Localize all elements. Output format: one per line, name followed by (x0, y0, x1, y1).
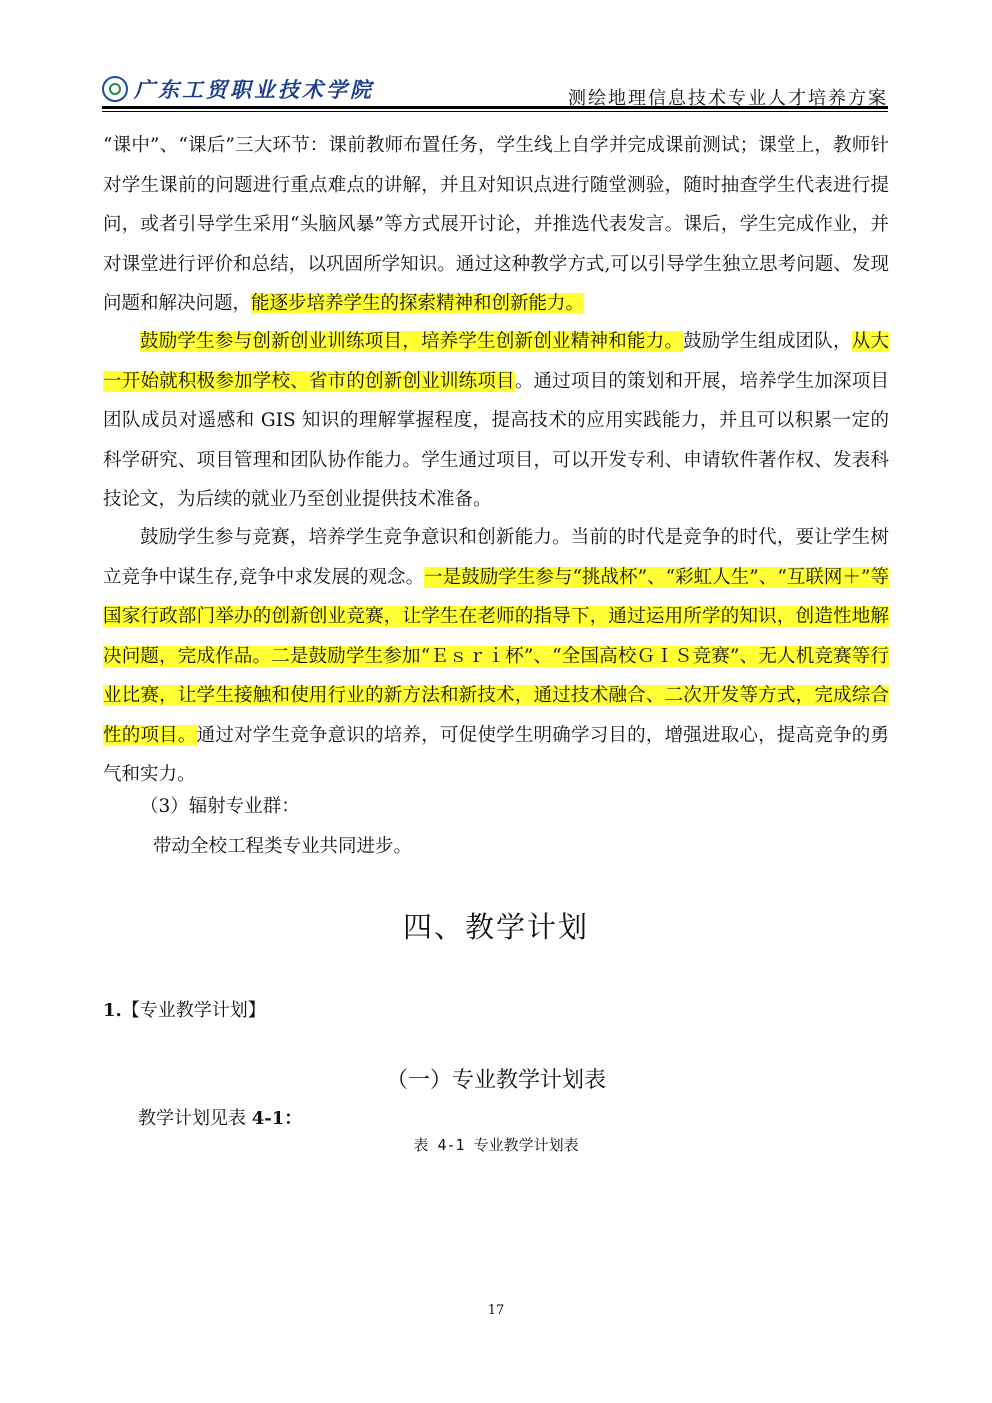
school-name: 广东工贸职业技术学院 (134, 77, 374, 102)
paragraph-text: 鼓励学生参与竞赛，培养学生竞争意识和创新能力。当前的时代是竞争的时代，要让学生树立竞争中谋生存,竞争中求发展的观念。 (103, 527, 889, 588)
header-divider-thin (102, 111, 888, 112)
section-heading (103, 996, 266, 1022)
paragraph-text: 鼓励学生组成团队， (683, 331, 852, 352)
subsection-title: （一）专业教学计划表 (385, 1068, 606, 1093)
section-number: 1. (103, 1000, 122, 1021)
table-reference-text: 教学计划见表 (138, 1108, 252, 1129)
page-number: 17 (487, 1303, 505, 1318)
chapter-title: 四、教学计划 (402, 910, 589, 944)
paragraph-text: 通过对学生竞争意识的培养，可促使学生明确学习目的，增强进取心，提高竞争的勇气和实力。 (103, 724, 889, 785)
paragraph-text: “课中”、“课后”三大环节：课前教师布置任务，学生线上自学并完成课前测试；课堂上，教师针对学生课前的问题进行重点难点的讲解，并且对知识点进行随堂测验，随时抽查学生代表进行提问，或者引导学生采用“头脑风暴”等方式展开讨论，并推选代表发言。课后，学生完成作业，并对课堂进行评价和总结，以巩固所学知识。通过这种教学方式,可以引导学生独立思考问题、发现问题和解决问题， (103, 135, 889, 314)
highlighted-text: 能逐步培养学生的探索精神和创新能力。 (251, 293, 585, 314)
school-logo (102, 74, 374, 104)
paragraph-competitions (103, 518, 889, 795)
table-caption: 表 4-1 专业教学计划表 (413, 1136, 579, 1154)
table-reference-number: 4-1： (251, 1108, 303, 1129)
highlighted-text: 一是鼓励学生参与“挑战杯”、“彩虹人生”、“互联网＋”等国家行政部门举办的创新创业竞赛，让学生在老师的指导下，通过运用所学的知识，创造性地解决问题，完成作品。二是鼓励学生参加“Ｅｓｒｉ杯”、“全国高校ＧＩＳ竞赛”、无人机竞赛等行业比赛，让学生接触和使用行业的新方法和新技术，通过技术融合、二次开发等方式，完成综合性的项目。 (103, 566, 890, 746)
highlighted-text: 鼓励学生参与创新创业训练项目，培养学生创新创业精神和能力。 (140, 331, 684, 352)
table-reference (138, 1104, 302, 1130)
section-label: 【专业教学计划】 (121, 1000, 266, 1021)
header-divider (102, 106, 888, 109)
paragraph-teaching-method (103, 126, 889, 324)
highlighted-text: 从大一开始就积极参加学校、省市的创新创业训练项目 (103, 331, 889, 392)
document-title: 测绘地理信息技术专业人才培养方案 (568, 88, 888, 109)
list-item-detail: 带动全校工程类专业共同进步。 (153, 836, 413, 857)
list-item-heading: （3）辐射专业群： (140, 796, 300, 817)
school-seal-icon (102, 76, 128, 102)
paragraph-text: 。通过项目的策划和开展，培养学生加深项目团队成员对遥感和 GIS 知识的理解掌握程度，提高技术的应用实践能力，并且可以积累一定的科学研究、项目管理和团队协作能力。学生通过项目，可以开发专利、申请软件著作权、发表科技论文，为后续的就业乃至创业提供技术准备。 (103, 370, 889, 510)
page-header (102, 72, 888, 112)
paragraph-innovation-projects (103, 322, 889, 520)
